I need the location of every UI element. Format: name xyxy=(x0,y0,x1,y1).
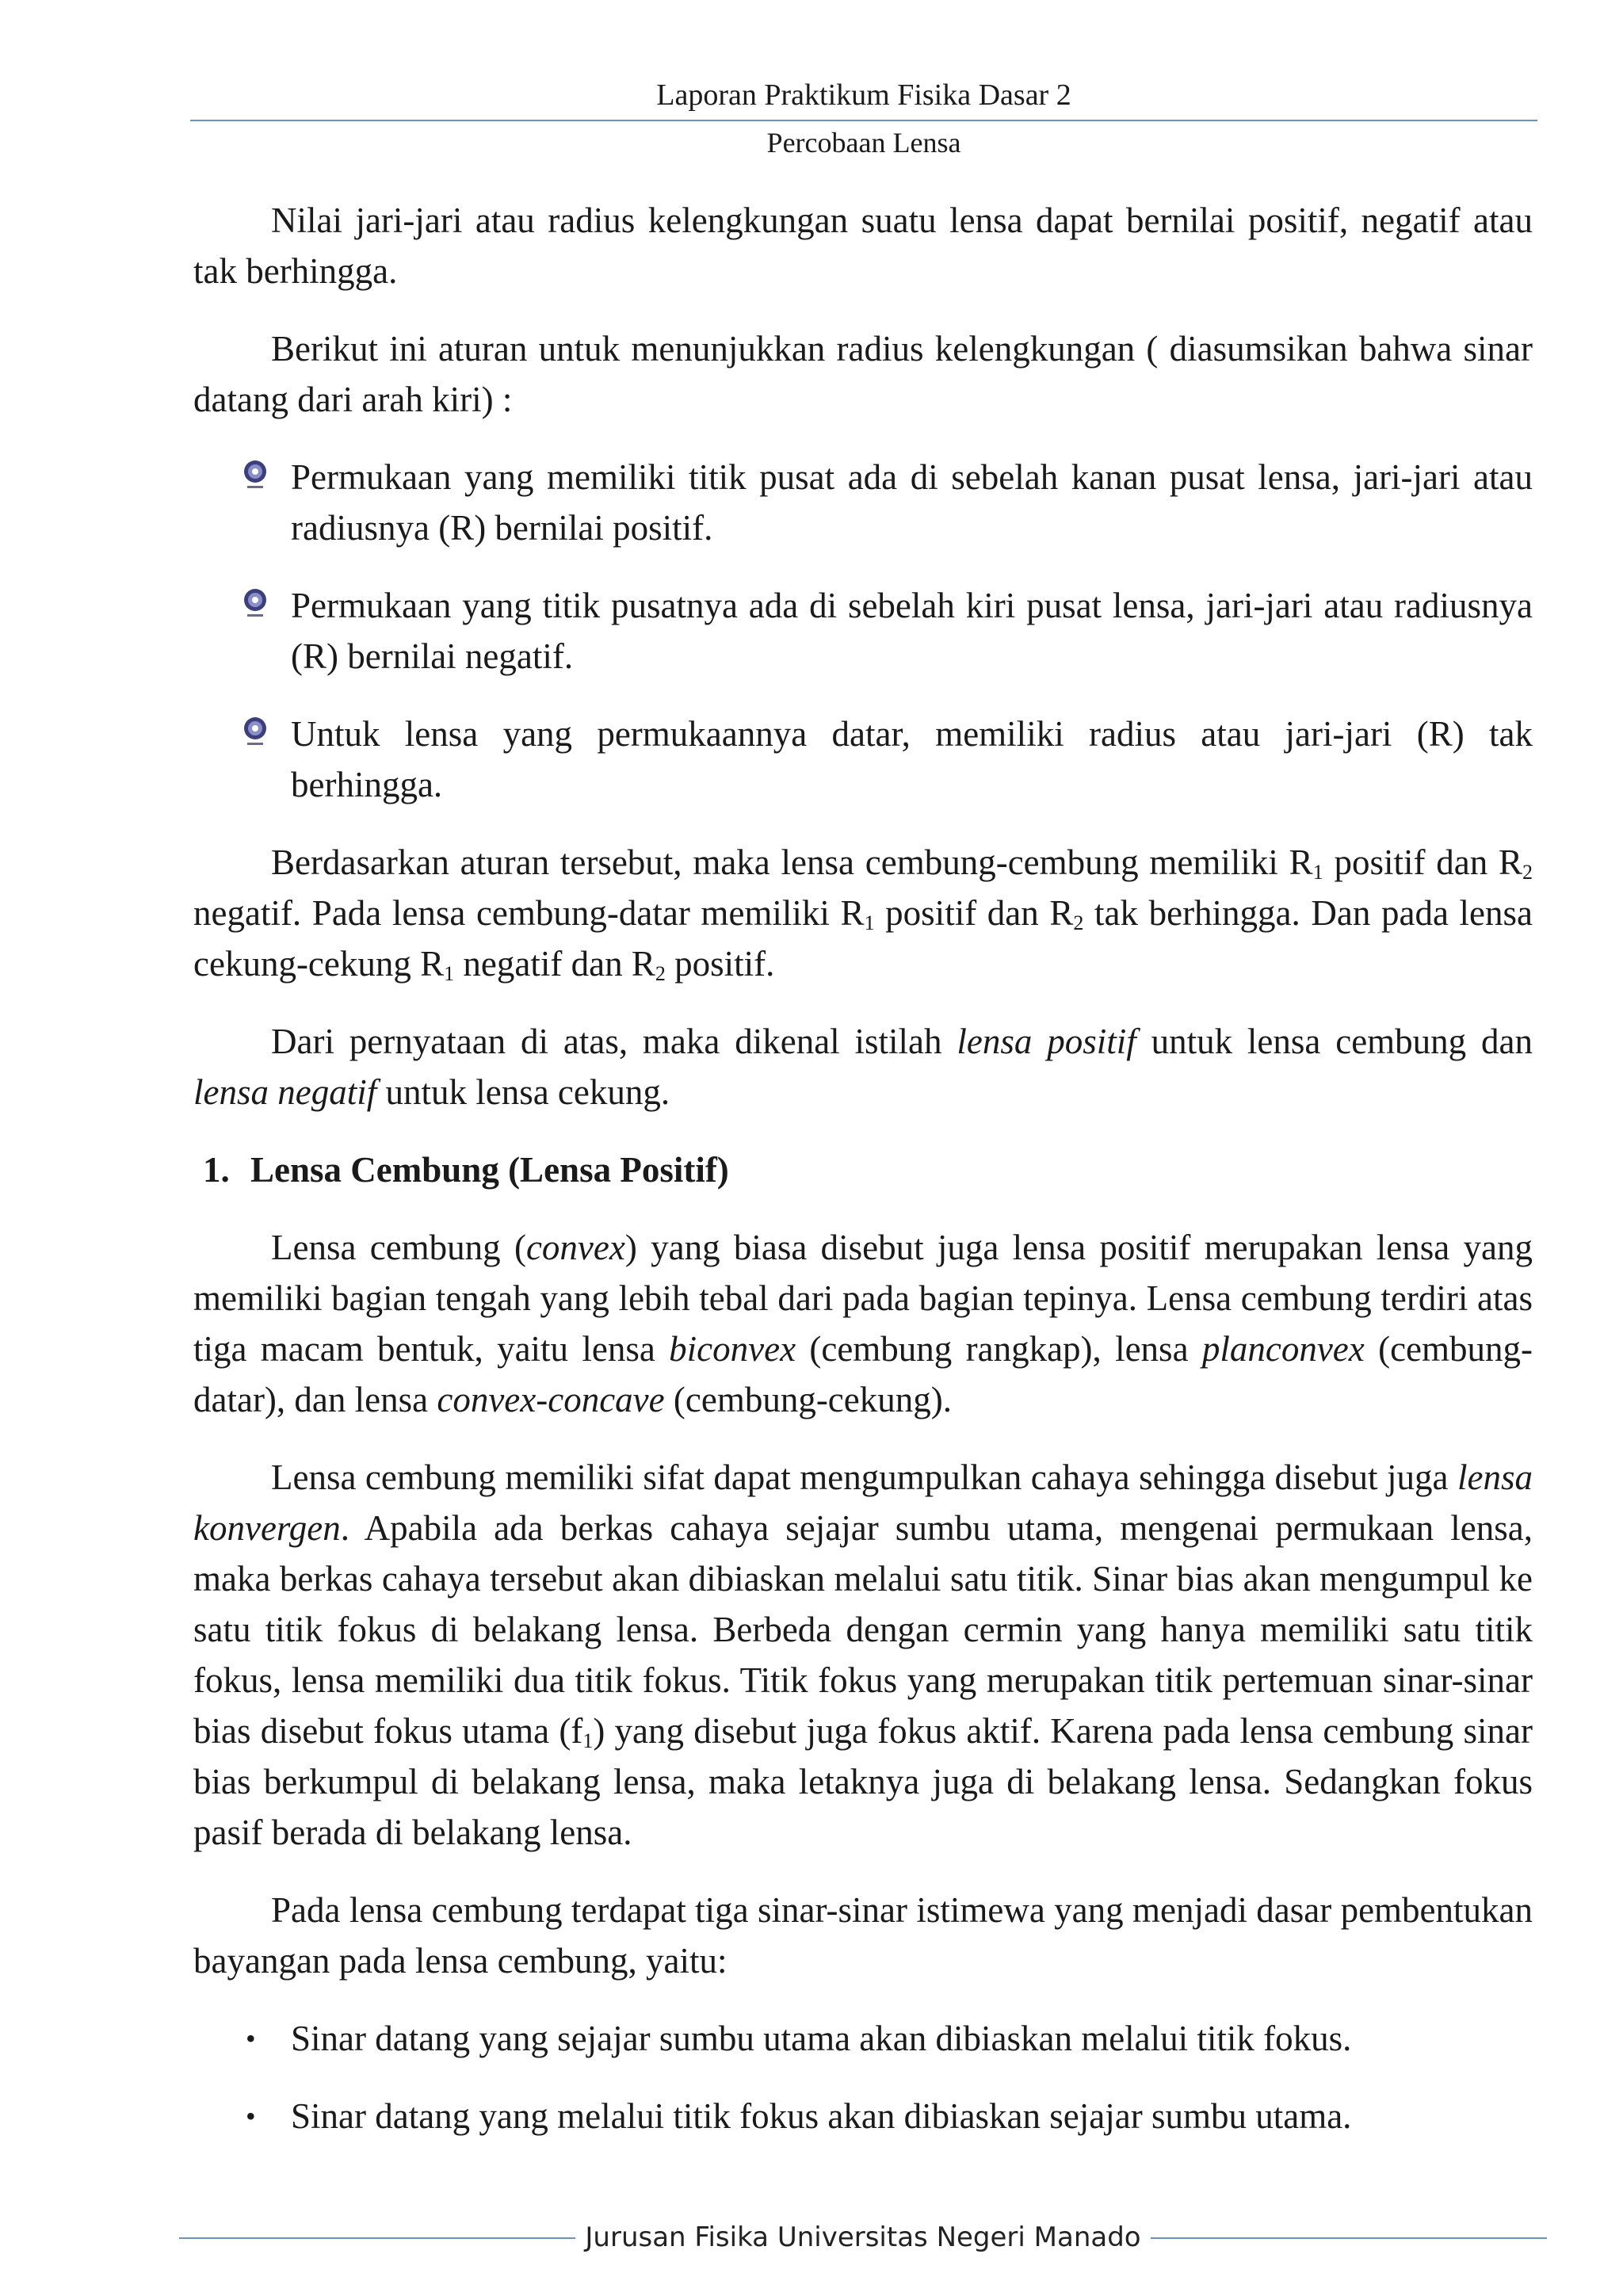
bullet-dot-icon: • xyxy=(246,2023,256,2054)
header-title: Laporan Praktikum Fisika Dasar 2 xyxy=(656,78,1071,112)
bullet-dot-icon: • xyxy=(246,2100,256,2132)
intro-paragraph-1: Nilai jari-jari atau radius kelengkungan suatu lensa dapat bernilai positif, negatif atau tak berhingga. xyxy=(193,201,1533,291)
footer-divider-right xyxy=(1151,2237,1547,2239)
radius-rules-list xyxy=(193,452,1533,810)
rule-text: Untuk lensa yang permukaannya datar, memiliki radius atau jari-jari (R) tak berhingga. xyxy=(291,714,1533,804)
rule-text: Permukaan yang titik pusatnya ada di sebelah kiri pusat lensa, jari-jari atau radiusnya (R) bernilai negatif. xyxy=(291,586,1533,676)
list-item xyxy=(193,580,1533,682)
special-rays-list xyxy=(193,2013,1533,2141)
list-item xyxy=(193,452,1533,553)
section-number: 1. xyxy=(203,1150,230,1190)
convergent-paragraph: Lensa cembung memiliki sifat dapat mengumpulkan cahaya sehingga disebut juga lensa konvergen. Apabila ada berkas cahaya sejajar sumbu utama, mengenai permukaan lensa, maka berkas cahaya tersebut akan dibiaskan melalui satu titik. Sinar bias akan mengumpul ke satu titik fokus di belakang lensa. Berbeda dengan cermin yang hanya memiliki satu titik fokus, lensa memiliki dua titik fokus. Titik fokus yang merupakan titik pertemuan sinar-sinar bias disebut fokus utama $(f_1)$ yang disebut juga fokus aktif. Karena pada lensa cembung sinar bias berkumpul di belakang lensa, maka letaknya juga di belakang lensa. Sedangkan fokus pasif berada di belakang lensa. xyxy=(193,1457,1533,1852)
footer-divider-left xyxy=(179,2237,575,2239)
list-item: • Sinar datang yang sejajar sumbu utama akan dibiaskan melalui titik fokus. xyxy=(193,2013,1533,2064)
list-item: • Sinar datang yang melalui titik fokus akan dibiaskan sejajar sumbu utama. xyxy=(193,2091,1533,2141)
lens-terms-paragraph: Dari pernyataan di atas, maka dikenal istilah lensa positif untuk lensa cembung dan lensa negatif untuk lensa cekung. xyxy=(193,1022,1533,1112)
flower-bullet-icon xyxy=(241,586,269,621)
flower-bullet-icon xyxy=(241,458,269,493)
intro-paragraph-2: Berikut ini aturan untuk menunjukkan radius kelengkungan ( diasumsikan bahwa sinar datang dari arah kiri) : xyxy=(193,329,1533,419)
radius-sign-paragraph: Berdasarkan aturan tersebut, maka lensa cembung-cembung memiliki $R_1$ positif dan $R_2$ negatif. Pada lensa cembung-datar memiliki $R_1$ positif dan $R_2$ tak berhingga. Dan pada lensa cekung-cekung $R_1$ negatif dan $R_2$ positif. xyxy=(193,842,1533,985)
section-heading xyxy=(193,1144,1533,1195)
flower-bullet-icon xyxy=(241,715,269,750)
footer-text: Jurusan Fisika Universitas Negeri Manado xyxy=(585,2222,1141,2253)
page-body xyxy=(193,195,1533,2168)
list-item xyxy=(193,709,1533,810)
section-title: Lensa Cembung (Lensa Positif) xyxy=(250,1150,729,1190)
rule-text: Permukaan yang memiliki titik pusat ada di sebelah kanan pusat lensa, jari-jari atau radiusnya (R) bernilai positif. xyxy=(291,457,1533,548)
header-subtitle: Percobaan Lensa xyxy=(766,127,961,159)
special-rays-paragraph: Pada lensa cembung terdapat tiga sinar-sinar istimewa yang menjadi dasar pembentukan bayangan pada lensa cembung, yaitu: xyxy=(193,1890,1533,1981)
convex-definition-paragraph: Lensa cembung (convex) yang biasa disebut juga lensa positif merupakan lensa yang memiliki bagian tengah yang lebih tebal dari pada bagian tepinya. Lensa cembung terdiri atas tiga macam bentuk, yaitu lensa biconvex (cembung rangkap), lensa planconvex (cembung-datar), dan lensa convex-concave (cembung-cekung). xyxy=(193,1228,1533,1419)
